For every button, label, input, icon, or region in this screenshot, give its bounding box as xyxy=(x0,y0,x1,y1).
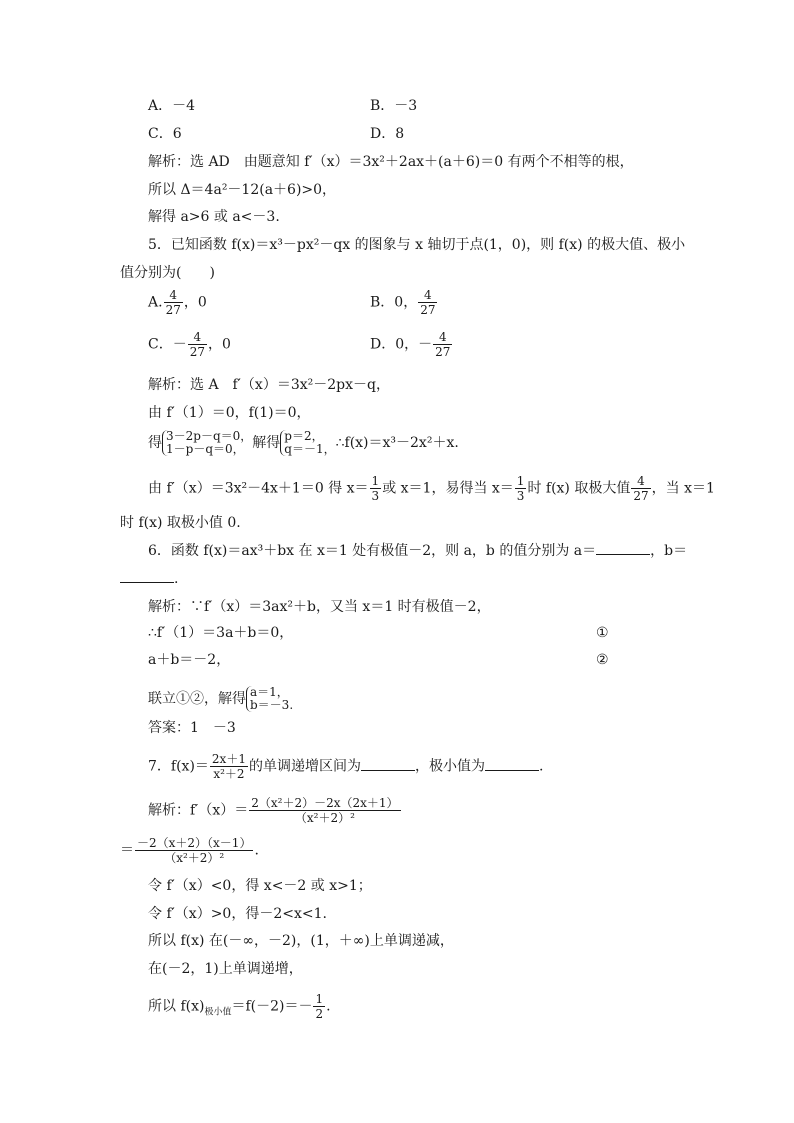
fraction: $\frac{4}{27}$ xyxy=(189,330,205,359)
q6-stem-line-1: 6．函数 f(x)＝ax³＋bx 在 x＝1 处有极值－2，则 a，b 的值分别为 a＝ ，b＝ xyxy=(148,543,688,559)
q5-stem-line-1: 5．已知函数 f(x)＝x³－px²－qx 的图象与 x 轴切于点(1，0)，则 f(x) 的极大值、极小 xyxy=(148,237,686,253)
fraction: $\frac{-2(x+2)(x-1)}{\text{（x²＋2）²}}$ xyxy=(137,836,252,865)
answer-blank xyxy=(120,570,174,583)
q7-solution-line-7: 所以 $f(x)_{极小值}=f(-2)=-$ $\frac{1}{2}$ . xyxy=(148,992,331,1021)
q7-solution-line-6: 在(－2，1)上单调递增， xyxy=(148,961,303,977)
equation-system: p＝2， q＝－1， xyxy=(280,430,335,456)
q7-solution-line-5: 所以 f(x) 在(－∞，－2)，(1，＋∞)上单调递减， xyxy=(148,933,454,949)
q6-solution-line-2: ∴f′（1）＝3a＋b＝0， xyxy=(148,625,294,641)
q5-option-b: B．0， $\frac{4}{27}$ xyxy=(370,288,436,317)
q5-option-d: D．0，－ $\frac{4}{27}$ xyxy=(370,330,451,359)
fraction: $\frac{2x+1}{\text{x²＋2}}$ xyxy=(211,752,246,781)
fraction: $\frac{4}{27}$ xyxy=(165,288,181,317)
fraction: $\frac{\text{2（x²＋2）－2x（2x＋1）}}{\text{（x²＋2）²}}$ xyxy=(251,796,399,825)
q5-option-a: A. $\frac{4}{27}$ ，0 xyxy=(148,288,207,317)
q4-option-c: C．6 xyxy=(148,126,182,142)
q5-solution-line-3: 得 3－2p－q＝0， 1－p－q＝0， 解得 p＝2， q＝－1， ∴f(x)＝x³－2x²＋x. xyxy=(148,429,459,456)
q4-option-b: B．－3 xyxy=(370,98,418,114)
q5-solution-line-5: 时 f(x) 取极小值 0. xyxy=(120,515,241,531)
fraction: $\frac{1}{3}$ xyxy=(516,474,525,503)
q7-solution-line-3: 令 f′（x）<0，得 x<－2 或 x>1； xyxy=(148,878,372,894)
q5-solution-line-1: 解析：选 A f′（x）＝3x²－2px－q， xyxy=(148,377,390,393)
q5-stem-line-2: 值分别为( ) xyxy=(120,265,215,281)
answer-blank xyxy=(596,542,650,555)
q4-option-a: A．－4 xyxy=(148,98,196,114)
fraction: $\frac{1}{3}$ xyxy=(371,474,380,503)
q7-solution-line-2: ＝ $\frac{-2(x+2)(x-1)}{\text{（x²＋2）²}}$ . xyxy=(120,836,259,865)
fraction: $\frac{4}{27}$ xyxy=(420,288,436,317)
q5-option-c: C．－ $\frac{4}{27}$ ，0 xyxy=(148,330,231,359)
equation-mark-2: ② xyxy=(596,652,609,668)
fraction: $\frac{1}{2}$ xyxy=(315,992,324,1021)
equation-mark-1: ① xyxy=(596,625,609,641)
q5-solution-line-4: 由 f′（x）＝3x²－4x＋1＝0 得 x＝ $\frac{1}{3}$ 或 x＝1，易得当 x＝ $\frac{1}{3}$ 时 f(x) 取极大值 $\frac{4}{27}$ ，当 x＝1 xyxy=(148,474,715,503)
q4-option-d: D．8 xyxy=(370,126,405,142)
fraction: $\frac{4}{27}$ xyxy=(633,474,649,503)
equation-system: 3－2p－q＝0， 1－p－q＝0， xyxy=(162,430,252,456)
q7-stem: 7．f(x)＝ $\frac{2x+1}{\text{x²＋2}}$ 的单调递增区间为 ，极小值为 . xyxy=(148,752,544,781)
q6-answer: 答案：1 －3 xyxy=(148,720,236,736)
q7-solution-line-4: 令 f′（x）>0，得－2<x<1. xyxy=(148,906,327,922)
q6-solution-line-4: 联立①②，解得 a＝1， b＝－3. xyxy=(148,685,294,712)
fraction: $\frac{4}{27}$ xyxy=(435,330,451,359)
q4-solution-line-3: 解得 a>6 或 a<－3. xyxy=(148,209,280,225)
q7-solution-line-1: 解析：f′（x）＝ $\frac{\text{2（x²＋2）－2x（2x＋1）}}{\text{（x²＋2）²}}$ xyxy=(148,796,399,825)
q4-solution-line-2: 所以 Δ＝4a²－12(a＋6)>0， xyxy=(148,182,337,198)
q6-solution-line-1: 解析：∵f′（x）＝3ax²＋b，又当 x＝1 时有极值－2， xyxy=(148,599,491,615)
q4-solution-line-1: 解析：选 AD 由题意知 f′（x）＝3x²＋2ax＋(a＋6)＝0 有两个不相等的根， xyxy=(148,154,634,170)
equation-system: a＝1， b＝－3. xyxy=(246,686,293,712)
answer-blank xyxy=(485,758,539,771)
q6-solution-line-3: a＋b＝－2， xyxy=(148,652,231,668)
answer-blank xyxy=(361,758,415,771)
q6-stem-line-2: . xyxy=(120,570,178,588)
q5-solution-line-2: 由 f′（1）＝0，f(1)＝0， xyxy=(148,405,311,421)
